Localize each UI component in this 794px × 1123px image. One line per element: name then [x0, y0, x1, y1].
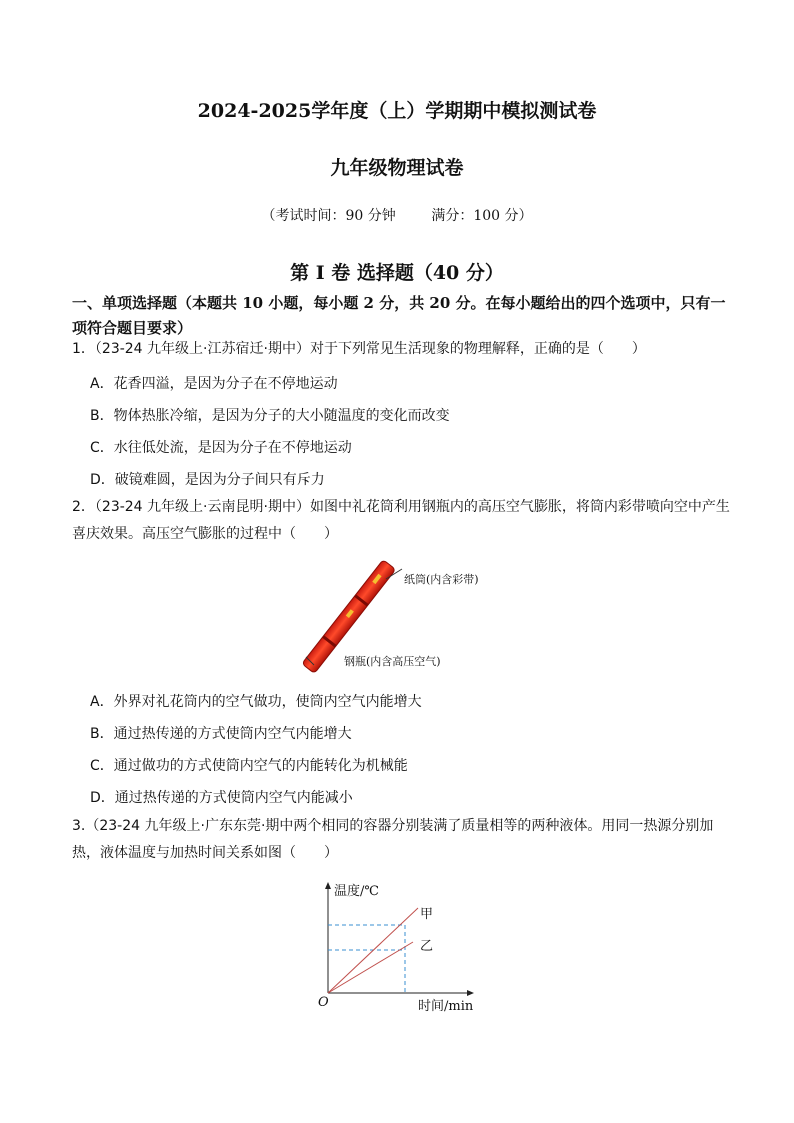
temperature-time-graph [310, 878, 480, 1018]
question-2-option-c: C．通过做功的方式使筒内空气的内能转化为机械能 [90, 758, 408, 774]
line-jia [328, 908, 418, 993]
exam-info: （考试时间：90 分钟 满分：100 分） [261, 208, 533, 224]
question-1-option-c: C．水往低处流，是因为分子在不停地运动 [90, 440, 352, 456]
exam-subtitle: 九年级物理试卷 [330, 157, 464, 179]
label-paper-tube: 纸筒(内含彩带) [404, 573, 479, 586]
question-2-stem: 2．（23-24 九年级上·云南昆明·期中）如图中礼花筒利用钢瓶内的高压空气膨胀，将筒内彩带喷向空中产生喜庆效果。高压空气膨胀的过程中（ ） [72, 499, 730, 542]
exam-title: 2024-2025学年度（上）学期期中模拟测试卷 [197, 100, 597, 122]
question-1-option-d: D．破镜难圆，是因为分子间只有斥力 [90, 472, 325, 488]
y-axis-label: 温度/℃ [334, 884, 379, 899]
question-3-stem: 3.（23-24 九年级上·广东东莞·期中两个相同的容器分别装满了质量相等的两种液体。用同一热源分别加热，液体温度与加热时间关系如图（ ） [72, 818, 714, 861]
question-1-option-a: A．花香四溢，是因为分子在不停地运动 [90, 376, 338, 392]
question-1-stem: 1．（23-24 九年级上·江苏宿迁·期中）对于下列常见生活现象的物理解释，正确的是（ ） [72, 341, 646, 357]
section-instructions: 一、单项选择题（本题共 10 小题，每小题 2 分，共 20 分。在每小题给出的四个选项中，只有一项符合题目要求） [72, 294, 726, 337]
line-jia-label: 甲 [420, 907, 434, 922]
question-2-option-a: A．外界对礼花筒内的空气做功，使筒内空气内能增大 [90, 694, 422, 710]
question-2-option-d: D．通过热传递的方式使筒内空气内能减小 [90, 790, 353, 806]
origin-label: O [318, 995, 329, 1010]
question-2-option-b: B．通过热传递的方式使筒内空气内能增大 [90, 726, 352, 742]
label-steel-cylinder: 钢瓶(内含高压空气) [344, 655, 441, 668]
section-title: 第 I 卷 选择题（40 分） [290, 262, 504, 284]
x-axis-label: 时间/min [418, 999, 474, 1014]
line-yi-label: 乙 [420, 939, 434, 954]
question-1-option-b: B．物体热胀冷缩，是因为分子的大小随温度的变化而改变 [90, 408, 450, 424]
party-popper-figure [290, 555, 530, 680]
